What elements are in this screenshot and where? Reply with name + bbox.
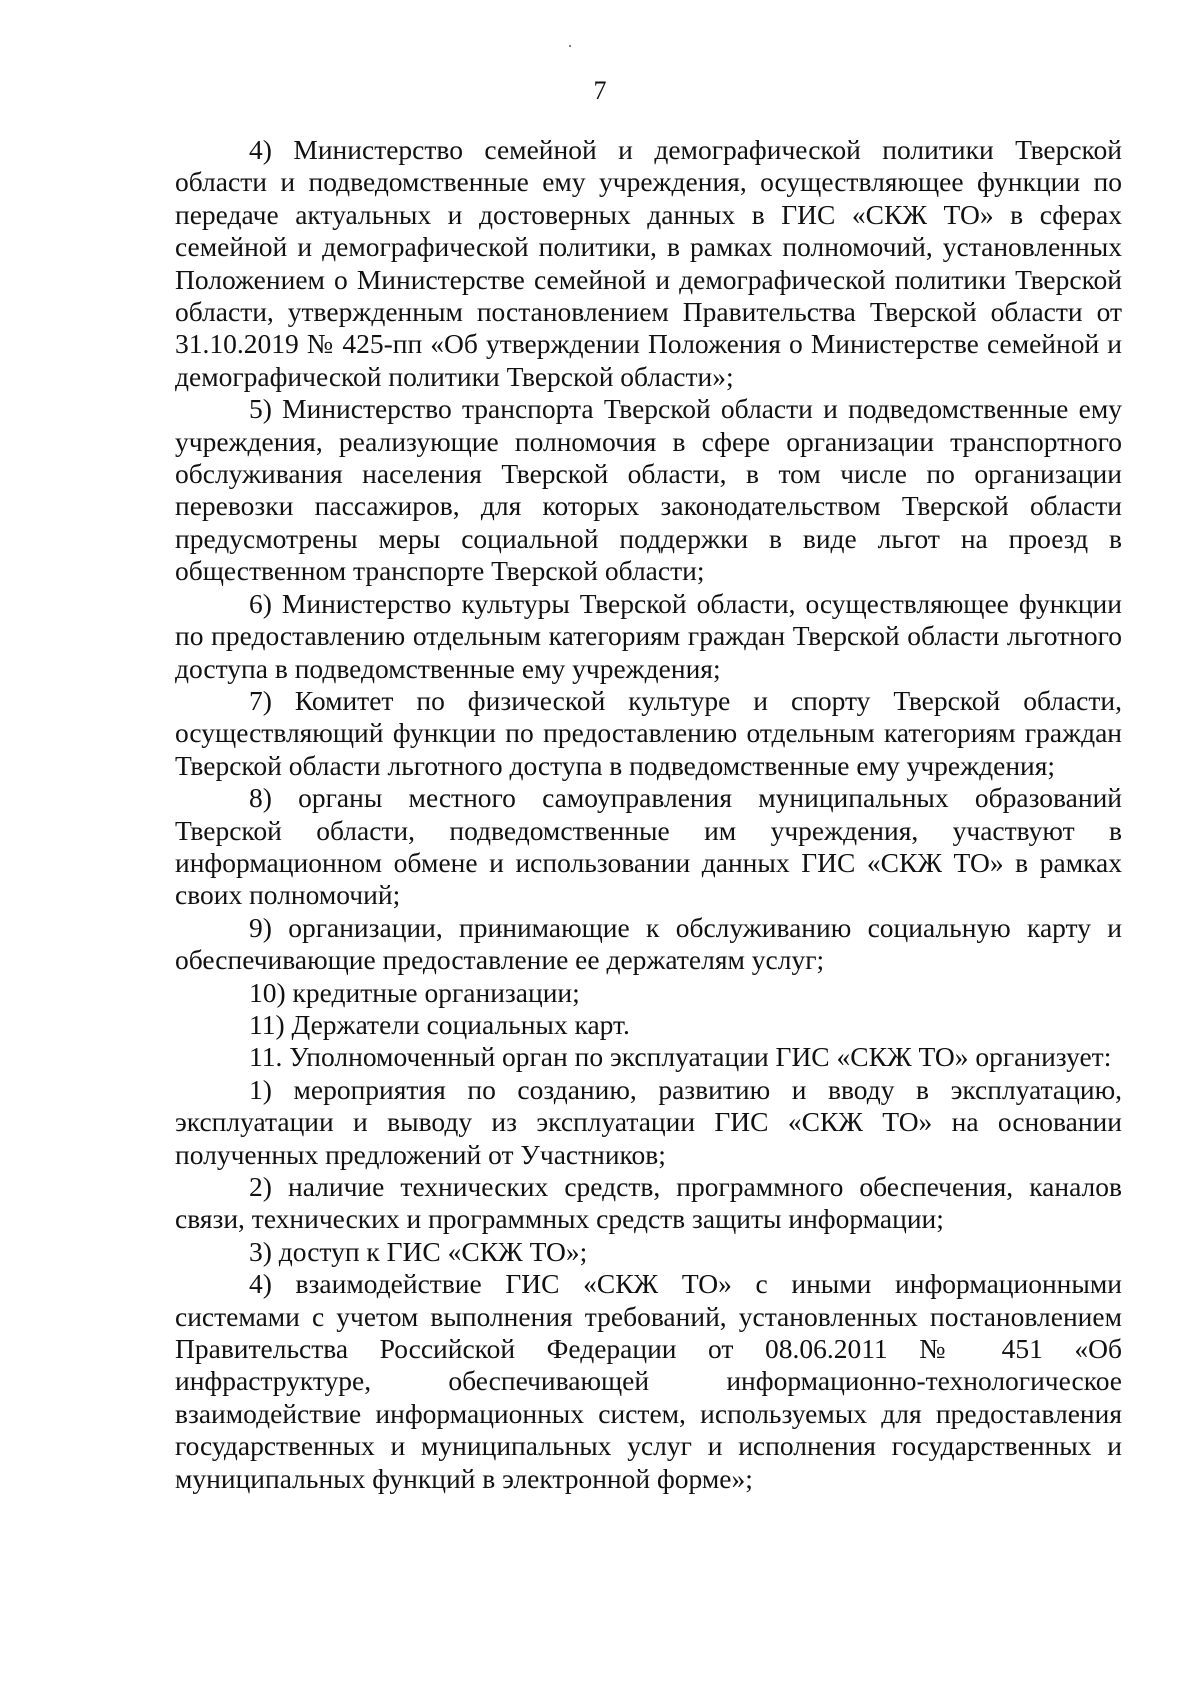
paragraph: 11. Уполномоченный орган по эксплуатации ГИС «СКЖ ТО» организует:: [249, 1041, 1112, 1073]
page-number: 7: [593, 76, 607, 105]
paragraph: 4) взаимодействие ГИС «СКЖ ТО» с иными информационными системами с учетом выполнения требований, установленных постановлением Правительства Российской Федерации от 08.06.2011 № 451 «Об инфраструктуре, обеспечивающей информационно-технологическое взаимодействие информационных систем, используемых для предоставления государственных и муниципальных услуг и исполнения государственных и муниципальных функций в электронной форме»;: [175, 1268, 1122, 1494]
paragraph: 2) наличие технических средств, программного обеспечения, каналов связи, технических и программных средств защиты информации;: [175, 1171, 1122, 1235]
paragraph: 6) Министерство культуры Тверской области, осуществляющее функции по предоставлению отдельным категориям граждан Тверской области льготного доступа в подведомственные ему учреждения;: [175, 587, 1122, 684]
scan-speck: [569, 45, 571, 47]
paragraph: 9) организации, принимающие к обслуживанию социальную карту и обеспечивающие предоставление ее держателям услуг;: [175, 911, 1122, 976]
paragraph: 3) доступ к ГИС «СКЖ ТО»;: [249, 1235, 588, 1267]
paragraph: 7) Комитет по физической культуре и спорту Тверской области, осуществляющий функции по предоставлению отдельным категориям граждан Тверской области льготного доступа в подведомственные ему учреждения;: [175, 684, 1122, 781]
paragraph: 10) кредитные организации;: [249, 976, 580, 1008]
paragraph: 4) Министерство семейной и демографической политики Тверской области и подведомственные ему учреждения, осуществляющее функции по передаче актуальных и достоверных данных в ГИС «СКЖ ТО» в сферах семейной и демографической политики, в рамках полномочий, установленных Положением о Министерстве семейной и демографической политики Тверской области, утвержденным постановлением Правительства Тверской области от 31.10.2019 № 425-пп «Об утверждении Положения о Министерстве семейной и демографической политики Тверской области»;: [175, 134, 1122, 392]
document-body: [175, 134, 1122, 1495]
paragraph: 1) мероприятия по созданию, развитию и вводу в эксплуатацию, эксплуатации и выводу из эксплуатации ГИС «СКЖ ТО» на основании полученных предложений от Участников;: [175, 1073, 1122, 1170]
paragraph: 11) Держатели социальных карт.: [249, 1008, 630, 1040]
paragraph: 8) органы местного самоуправления муниципальных образований Тверской области, подведомственные им учреждения, участвуют в информационном обмене и использовании данных ГИС «СКЖ ТО» в рамках своих полномочий;: [175, 782, 1122, 911]
paragraph: 5) Министерство транспорта Тверской области и подведомственные ему учреждения, реализующие полномочия в сфере организации транспортного обслуживания населения Тверской области, в том числе по организации перевозки пассажиров, для которых законодательством Тверской области предусмотрены меры социальной поддержки в виде льгот на проезд в общественном транспорте Тверской области;: [175, 393, 1122, 587]
